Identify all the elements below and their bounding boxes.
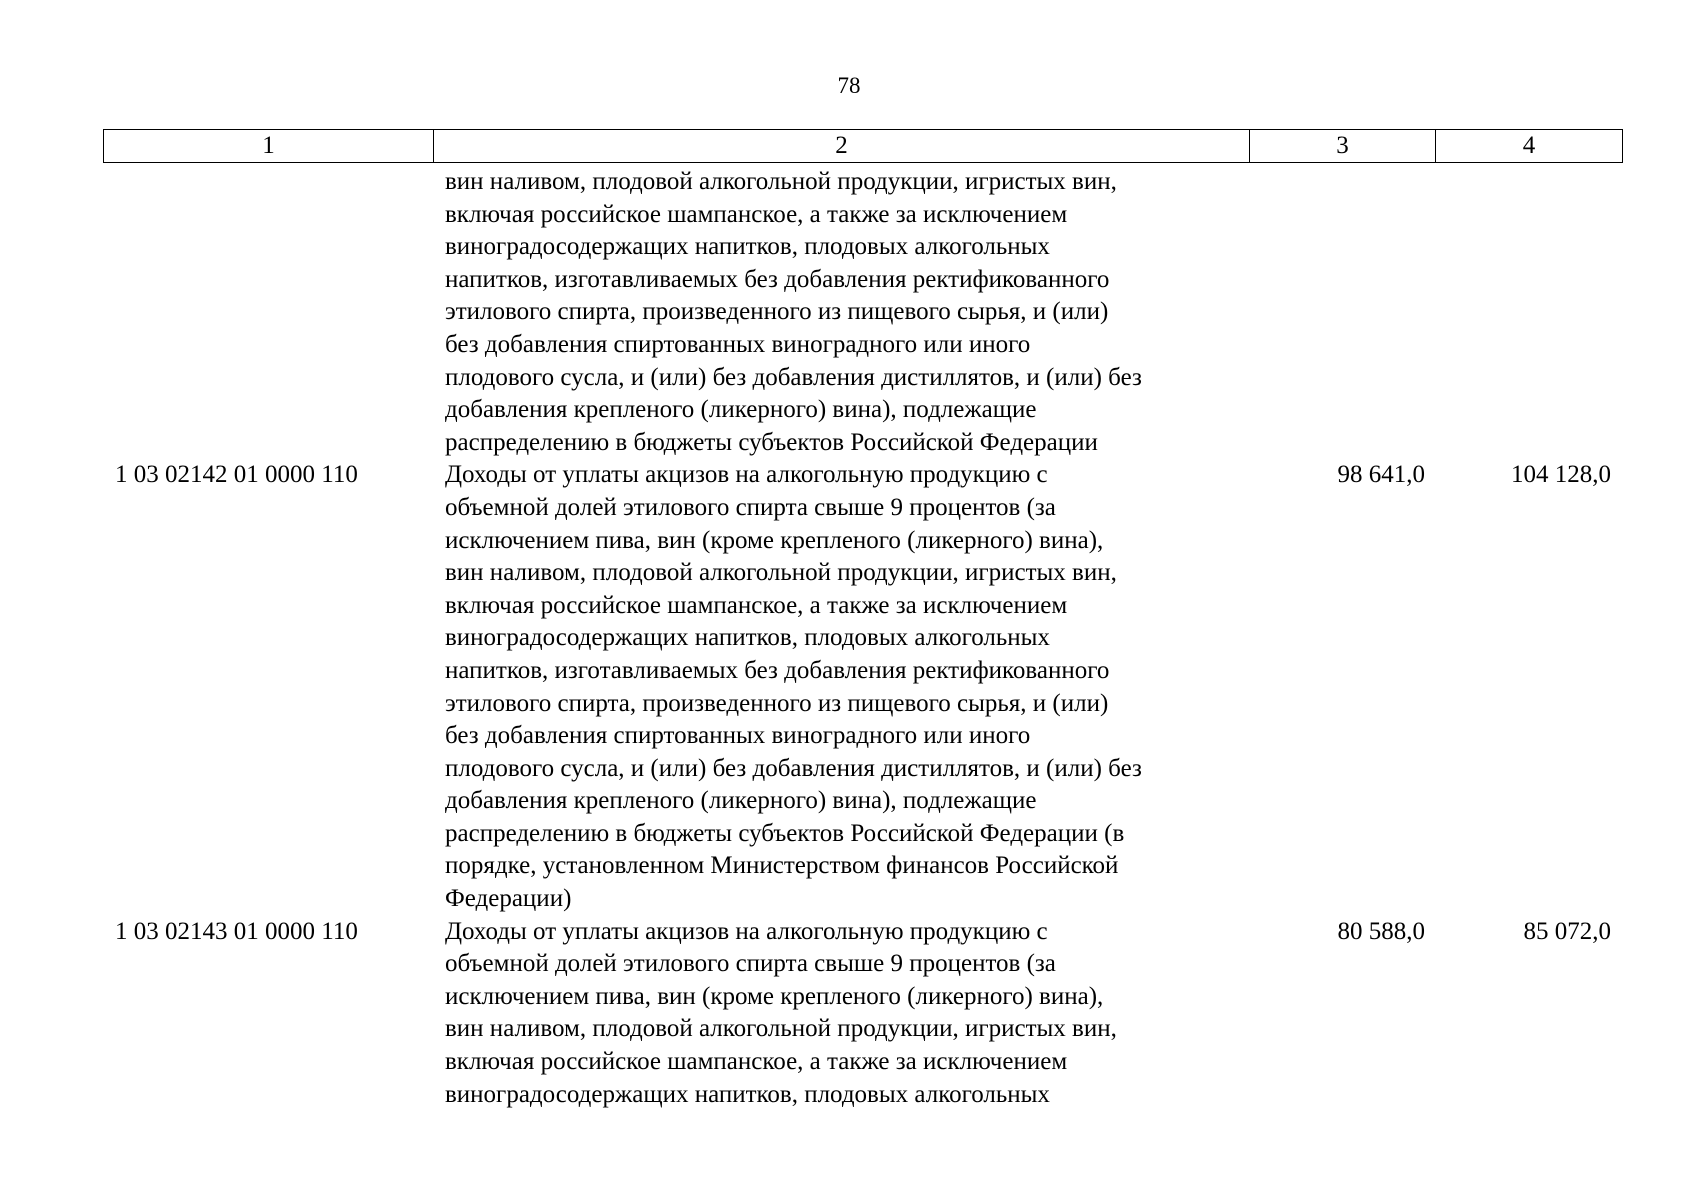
description-line: распределению в бюджеты субъектов Российской Федерации (в <box>445 819 1125 847</box>
row-value-col-4 <box>1435 166 1621 459</box>
description-line: вин наливом, плодовой алкогольной продукции, игристых вин, <box>445 1015 1117 1043</box>
row-description-cell <box>433 166 1249 459</box>
description-line: добавления крепленого (ликерного) вина), подлежащие <box>445 396 1037 424</box>
row-value-col-4: 104 128,0 <box>1511 461 1611 489</box>
description-line: без добавления спиртованных виноградного или иного <box>445 330 1031 358</box>
row-value-col-3: 98 641,0 <box>1337 461 1425 489</box>
row-description-cell <box>433 916 1249 1112</box>
description-line: включая российское шампанское, а также за исключением <box>445 1048 1068 1076</box>
table-row <box>103 459 1623 915</box>
row-code-cell <box>103 166 433 459</box>
description-line: без добавления спиртованных виноградного или иного <box>445 722 1031 750</box>
description-line: напитков, изготавливаемых без добавления ректификованного <box>445 265 1110 293</box>
header-cell-col-3: 3 <box>1250 130 1436 162</box>
row-value-col-3 <box>1249 166 1435 459</box>
description-line: добавления крепленого (ликерного) вина), подлежащие <box>445 787 1037 815</box>
row-code-cell: 1 03 02142 01 0000 110 <box>115 461 358 489</box>
description-line: виноградосодержащих напитков, плодовых алкогольных <box>445 233 1050 261</box>
description-line: напитков, изготавливаемых без добавления ректификованного <box>445 656 1110 684</box>
description-line: включая российское шампанское, а также за исключением <box>445 591 1068 619</box>
table-header-row <box>103 129 1623 163</box>
description-line: этилового спирта, произведенного из пищевого сырья, и (или) <box>445 298 1109 326</box>
row-value-col-4: 85 072,0 <box>1523 917 1611 945</box>
description-line: вин наливом, плодовой алкогольной продукции, игристых вин, <box>445 559 1117 587</box>
description-line: объемной долей этилового спирта свыше 9 процентов (за <box>445 493 1056 521</box>
row-code-cell: 1 03 02143 01 0000 110 <box>115 917 358 945</box>
description-line: распределению в бюджеты субъектов Российской Федерации <box>445 428 1098 456</box>
description-line: объемной долей этилового спирта свыше 9 процентов (за <box>445 950 1056 978</box>
description-line: Доходы от уплаты акцизов на алкогольную продукцию с <box>445 917 1048 945</box>
description-line: исключением пива, вин (кроме крепленого (ликерного) вина), <box>445 526 1104 554</box>
description-line: исключением пива, вин (кроме крепленого (ликерного) вина), <box>445 982 1104 1010</box>
description-line: плодового сусла, и (или) без добавления дистиллятов, и (или) без <box>445 754 1142 782</box>
description-line: виноградосодержащих напитков, плодовых алкогольных <box>445 1080 1050 1108</box>
table-row <box>103 166 1623 459</box>
row-description-cell <box>433 459 1249 915</box>
description-line: Доходы от уплаты акцизов на алкогольную продукцию с <box>445 461 1048 489</box>
description-line: плодового сусла, и (или) без добавления дистиллятов, и (или) без <box>445 363 1142 391</box>
header-cell-col-4: 4 <box>1522 132 1536 159</box>
header-cell-col-1: 1 <box>104 130 434 162</box>
description-line: порядке, установленном Министерством финансов Российской <box>445 852 1119 880</box>
description-line: виноградосодержащих напитков, плодовых алкогольных <box>445 624 1050 652</box>
description-line: этилового спирта, произведенного из пищевого сырья, и (или) <box>445 689 1109 717</box>
table-body <box>103 166 1623 1111</box>
page-number: 78 <box>837 73 861 98</box>
row-value-col-3: 80 588,0 <box>1337 917 1425 945</box>
description-line: Федерации) <box>445 885 572 913</box>
header-cell-col-2: 2 <box>434 130 1250 162</box>
description-line: включая российское шампанское, а также за исключением <box>445 200 1068 228</box>
description-line: вин наливом, плодовой алкогольной продукции, игристых вин, <box>445 168 1117 195</box>
table-row <box>103 916 1623 1112</box>
